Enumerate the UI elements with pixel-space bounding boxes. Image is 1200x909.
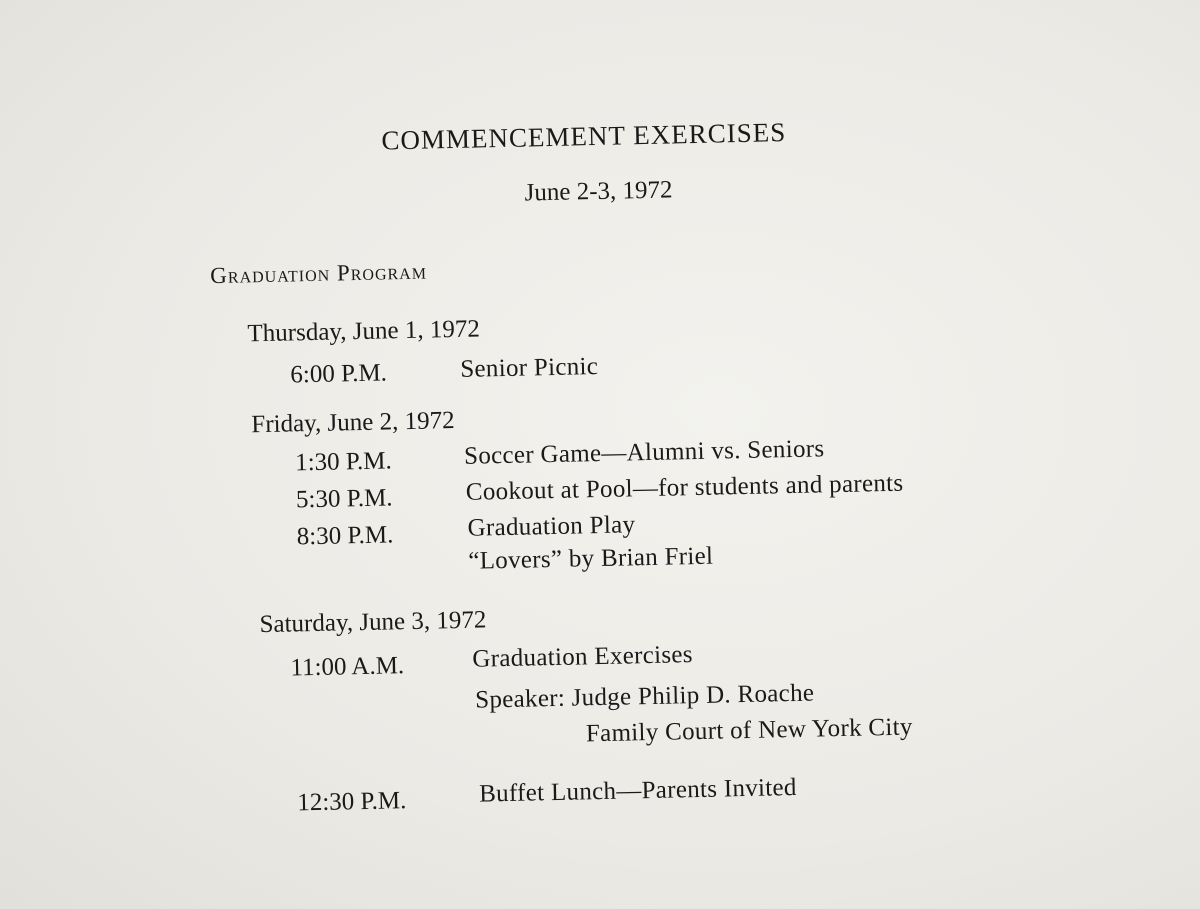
event-speaker-affiliation: Family Court of New York City — [585, 713, 913, 748]
event-description-line: “Lovers” by Brian Friel — [468, 542, 714, 575]
event-description: Soccer Game—Alumni vs. Seniors — [463, 435, 825, 470]
day-heading-friday: Friday, June 2, 1972 — [251, 407, 455, 439]
event-description: Senior Picnic — [459, 353, 599, 383]
document-dates: June 2-3, 1972 — [524, 176, 673, 207]
event-time: 6:00 P.M. — [290, 359, 388, 389]
section-heading: Graduation Program — [210, 258, 428, 289]
event-time: 5:30 P.M. — [295, 484, 393, 514]
event-description: Cookout at Pool—for students and parents — [465, 469, 904, 506]
event-time: 11:00 A.M. — [290, 652, 405, 682]
document-title: COMMENCEMENT EXERCISES — [381, 117, 787, 156]
event-speaker: Speaker: Judge Philip D. Roache — [474, 679, 815, 714]
event-description: Graduation Exercises — [472, 641, 694, 673]
event-time: 1:30 P.M. — [294, 447, 393, 477]
day-heading-saturday: Saturday, June 3, 1972 — [259, 606, 487, 639]
event-description: Graduation Play — [467, 511, 636, 542]
event-description: Buffet Lunch—Parents Invited — [478, 773, 797, 808]
day-heading-thursday: Thursday, June 1, 1972 — [247, 315, 481, 348]
event-time: 8:30 P.M. — [296, 521, 394, 551]
event-time: 12:30 P.M. — [297, 787, 407, 817]
